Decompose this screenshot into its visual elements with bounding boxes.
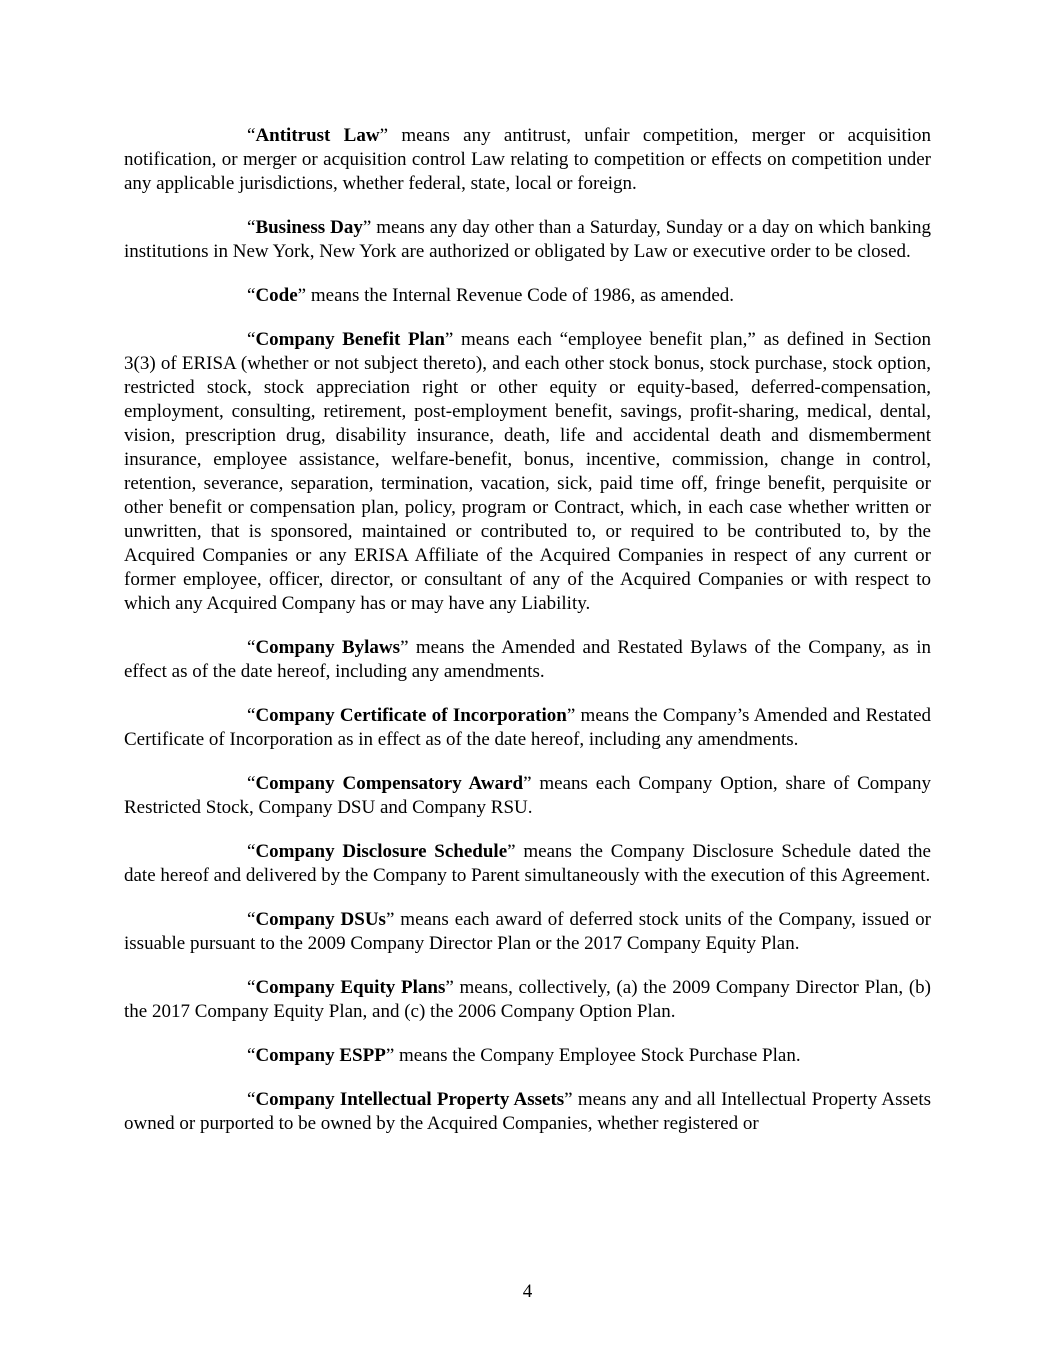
definition-text: means the Company’s Amended and Restated Certificate of Incorporation as in effect as of the date hereof, including any amendments. xyxy=(124,705,931,750)
term: Code xyxy=(255,285,298,306)
term: Antitrust Law xyxy=(255,125,380,146)
definition-company-dsus: “Company DSUs” means each award of deferred stock units of the Company, issued or issuable pursuant to the 2009 Company Director Plan or the 2017 Company Equity Plan. xyxy=(124,909,931,954)
term: Company Intellectual Property Assets xyxy=(255,1089,565,1110)
definition-business-day: “Business Day” means any day other than a Saturday, Sunday or a day on which banking institutions in New York, New York are authorized or obligated by Law or executive order to be closed. xyxy=(124,217,932,262)
definition-antitrust-law: “Antitrust Law” means any antitrust, unfair competition, merger or acquisition notification, or merger or acquisition control Law relating to competition or effects on competition under any applicable jurisdictions, whether federal, state, local or foreign. xyxy=(124,125,932,194)
page-number: 4 xyxy=(522,1281,533,1302)
definition-text: means any day other than a Saturday, Sunday or a day on which banking institutions in New York, New York are authorized or obligated by Law or executive order to be closed. xyxy=(124,217,932,262)
definition-text: means the Internal Revenue Code of 1986, as amended. xyxy=(306,285,734,306)
definition-text: means each “employee benefit plan,” as defined in Section 3(3) of ERISA (whether or not subject thereto), and each other stock bonus, stock purchase, stock option, restricted stock, stock appreciation right or other equity or equity-based, deferred-compensation, employment, consulting, retirement, post-employment benefit, savings, profit-sharing, medical, dental, vision, prescription drug, disability insurance, death, life and accidental death and dismemberment insurance, employee assistance, welfare-benefit, bonus, incentive, commission, change in control, retention, severance, separation, termination, vacation, sick, paid time off, fringe benefit, perquisite or other benefit or compensation plan, policy, program or Contract, which, in each case whether written or unwritten, that is sponsored, maintained or contributed to, or required to be contributed to, by the Acquired Companies or any ERISA Affiliate of the Acquired Companies in respect of any current or former employee, officer, director, or consultant of any of the Acquired Companies or with respect to which any Acquired Company has or may have any Liability. xyxy=(124,329,931,614)
definition-text: means the Company Employee Stock Purchase Plan. xyxy=(394,1045,801,1066)
term: Business Day xyxy=(255,217,363,238)
definition-company-disclosure-schedule: “Company Disclosure Schedule” means the Company Disclosure Schedule dated the date hereof and delivered by the Company to Parent simultaneously with the execution of this Agreement. xyxy=(124,841,931,886)
definition-company-equity-plans: “Company Equity Plans” means, collectively, (a) the 2009 Company Director Plan, (b) the 2017 Company Equity Plan, and (c) the 2006 Company Option Plan. xyxy=(124,977,931,1022)
term: Company Benefit Plan xyxy=(255,329,445,350)
definition-company-certificate-of-incorporation: “Company Certificate of Incorporation” means the Company’s Amended and Restated Certificate of Incorporation as in effect as of the date hereof, including any amendments. xyxy=(124,705,931,750)
definition-company-espp: “Company ESPP” means the Company Employee Stock Purchase Plan. xyxy=(247,1045,801,1066)
definitions-list xyxy=(124,124,931,1156)
definition-text: means each Company Option, share of Company Restricted Stock, Company DSU and Company RSU. xyxy=(124,773,931,818)
definition-text: means any and all Intellectual Property Assets owned or purported to be owned by the Acquired Companies, whether registered or xyxy=(124,1089,931,1134)
definition-text: means, collectively, (a) the 2009 Company Director Plan, (b) the 2017 Company Equity Plan, and (c) the 2006 Company Option Plan. xyxy=(124,977,931,1022)
term: Company Equity Plans xyxy=(255,977,446,998)
definition-text: means any antitrust, unfair competition, merger or acquisition notification, or merger or acquisition control Law relating to competition or effects on competition under any applicable jurisdictions, whether federal, state, local or foreign. xyxy=(124,125,932,194)
term: Company Certificate of Incorporation xyxy=(255,705,567,726)
term: Company Disclosure Schedule xyxy=(255,841,508,862)
definition-company-bylaws: “Company Bylaws” means the Amended and Restated Bylaws of the Company, as in effect as of the date hereof, including any amendments. xyxy=(124,637,931,682)
definition-text: means the Company Disclosure Schedule dated the date hereof and delivered by the Company to Parent simultaneously with the execution of this Agreement. xyxy=(124,841,931,886)
term: Company Bylaws xyxy=(255,637,401,658)
definition-company-benefit-plan: “Company Benefit Plan” means each “employee benefit plan,” as defined in Section 3(3) of ERISA (whether or not subject thereto), and each other stock bonus, stock purchase, stock option, restricted stock, stock appreciation right or other equity or equity-based, deferred-compensation, employment, consulting, retirement, post-employment benefit, savings, profit-sharing, medical, dental, vision, prescription drug, disability insurance, death, life and accidental death and dismemberment insurance, employee assistance, welfare-benefit, bonus, incentive, commission, change in control, retention, severance, separation, termination, vacation, sick, paid time off, fringe benefit, perquisite or other benefit or compensation plan, policy, program or Contract, which, in each case whether written or unwritten, that is sponsored, maintained or contributed to, or required to be contributed to, by the Acquired Companies or any ERISA Affiliate of the Acquired Companies in respect of any current or former employee, officer, director, or consultant of any of the Acquired Companies or with respect to which any Acquired Company has or may have any Liability. xyxy=(124,329,931,614)
definition-text: means each award of deferred stock units of the Company, issued or issuable pursuant to the 2009 Company Director Plan or the 2017 Company Equity Plan. xyxy=(124,909,931,954)
term: Company DSUs xyxy=(255,909,386,930)
definition-code: “Code” means the Internal Revenue Code of 1986, as amended. xyxy=(247,285,734,306)
definition-text: means the Amended and Restated Bylaws of the Company, as in effect as of the date hereof, including any amendments. xyxy=(124,637,931,682)
term: Company ESPP xyxy=(255,1045,386,1066)
definition-company-compensatory-award: “Company Compensatory Award” means each Company Option, share of Company Restricted Stock, Company DSU and Company RSU. xyxy=(124,773,931,818)
definition-company-intellectual-property-assets: “Company Intellectual Property Assets” means any and all Intellectual Property Assets owned or purported to be owned by the Acquired Companies, whether registered or xyxy=(124,1089,931,1134)
term: Company Compensatory Award xyxy=(255,773,524,794)
